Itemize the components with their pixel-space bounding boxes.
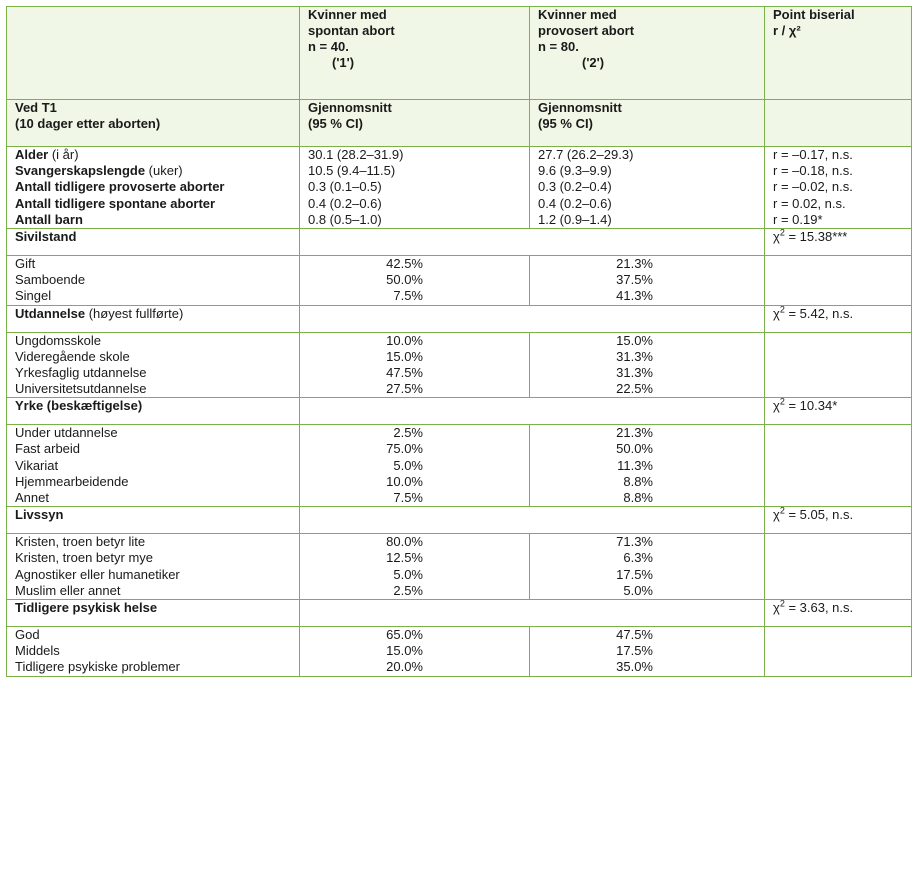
category-labels <box>7 255 300 305</box>
category-label: God <box>15 626 40 642</box>
subheader-empty-cell <box>765 100 912 147</box>
provosert-percent: 17.5% <box>616 566 653 582</box>
variable-name: Antall tidligere provoserte aborter <box>15 179 225 195</box>
provosert-percent: 37.5% <box>616 272 653 288</box>
category-spontan-values <box>300 626 530 676</box>
section-header-row <box>7 599 912 626</box>
provosert-percent: 41.3% <box>616 288 653 304</box>
category-label: Under utdannelse <box>15 425 118 441</box>
section-empty-cell <box>300 305 765 332</box>
point-biserial-value: r = –0.17, n.s. <box>773 147 853 162</box>
category-labels <box>7 534 300 600</box>
provosert-percent: 50.0% <box>616 441 653 457</box>
category-provosert-values <box>530 332 765 398</box>
spontan-percent: 2.5% <box>393 582 423 598</box>
spontan-percent: 15.0% <box>386 643 423 659</box>
category-empty-cell <box>765 534 912 600</box>
spontan-value: 0.3 (0.1–0.5) <box>308 179 382 195</box>
variable-label <box>15 163 291 179</box>
variable-unit: (uker) <box>145 163 183 179</box>
provosert-percent: 21.3% <box>616 425 653 441</box>
point-biserial-value: r = 0.02, n.s. <box>773 195 846 211</box>
category-empty-cell <box>765 255 912 305</box>
provosert-value: 0.3 (0.2–0.4) <box>538 179 612 195</box>
section-title <box>7 305 300 332</box>
section-empty-cell <box>300 507 765 534</box>
spontan-value: 0.8 (0.5–1.0) <box>308 211 382 227</box>
header-provosert: Kvinner med provosert abort n = 80. ('2') <box>530 7 765 100</box>
category-label: Videregående skole <box>15 348 130 364</box>
chi-symbol: χ <box>773 228 780 244</box>
section-title <box>7 398 300 425</box>
section-title-note: (høyest fullførte) <box>85 305 184 321</box>
section-chi-square <box>765 507 912 534</box>
category-label: Ungdomsskole <box>15 332 101 348</box>
category-labels <box>7 626 300 676</box>
section-title-text: Utdannelse <box>15 305 86 321</box>
provosert-value: 9.6 (9.3–9.9) <box>538 163 612 179</box>
category-provosert-values <box>530 534 765 600</box>
provosert-value: 0.4 (0.2–0.6) <box>538 195 612 211</box>
header-point-biserial: Point biserial r / χ² <box>765 7 912 100</box>
spontan-percent: 7.5% <box>393 490 423 505</box>
provosert-percent: 21.3% <box>616 255 653 271</box>
section-empty-cell <box>300 398 765 425</box>
category-spontan-values <box>300 534 530 600</box>
variable-label <box>15 147 291 163</box>
subheader-row <box>7 100 912 147</box>
provosert-value: 27.7 (26.2–29.3) <box>538 147 634 162</box>
chi-symbol: χ <box>773 305 780 321</box>
provosert-percent: 31.3% <box>616 348 653 364</box>
subheader-provosert: Gjennomsnitt (95 % CI) <box>530 100 765 147</box>
category-label: Agnostiker eller humanetiker <box>15 566 180 582</box>
variable-label <box>15 212 291 228</box>
chi-exponent: 2 <box>779 598 785 609</box>
spontan-percent: 20.0% <box>386 659 423 675</box>
spontan-percent: 50.0% <box>386 272 423 288</box>
section-title-text: Tidligere psykisk helse <box>15 599 158 615</box>
category-label: Kristen, troen betyr mye <box>15 550 153 566</box>
provosert-percent: 71.3% <box>616 534 653 550</box>
demographics-table <box>6 6 912 677</box>
chi-value: = 5.05, n.s. <box>784 507 854 523</box>
section-header-row <box>7 398 912 425</box>
category-label: Hjemmearbeidende <box>15 473 129 489</box>
section-empty-cell <box>300 228 765 255</box>
variable-name: Svangerskapslengde <box>15 163 146 179</box>
provosert-percent: 35.0% <box>616 659 653 675</box>
spontan-percent: 27.5% <box>386 381 423 397</box>
provosert-percent: 11.3% <box>617 457 653 473</box>
header-empty-cell <box>7 7 300 100</box>
category-label: Kristen, troen betyr lite <box>15 534 146 550</box>
spontan-percent: 47.5% <box>386 364 423 380</box>
provosert-percent: 8.8% <box>623 490 653 505</box>
section-title <box>7 599 300 626</box>
spontan-percent: 80.0% <box>386 534 423 550</box>
section-title-text: Yrke (beskæftigelse) <box>15 398 143 414</box>
point-biserial-value: r = –0.18, n.s. <box>773 163 853 179</box>
spontan-percent: 10.0% <box>386 473 423 489</box>
chi-exponent: 2 <box>779 304 785 315</box>
category-label: Annet <box>15 490 49 505</box>
section-title-text: Livssyn <box>15 507 64 523</box>
category-spontan-values <box>300 255 530 305</box>
chi-value: = 5.42, n.s. <box>784 305 854 321</box>
spontan-value: 0.4 (0.2–0.6) <box>308 195 382 211</box>
section-data-row <box>7 534 912 600</box>
provosert-percent: 8.8% <box>623 473 653 489</box>
provosert-percent: 15.0% <box>616 332 653 348</box>
section-title <box>7 228 300 255</box>
category-spontan-values <box>300 425 530 507</box>
spontan-percent: 15.0% <box>386 348 423 364</box>
provosert-percent: 31.3% <box>616 364 653 380</box>
continuous-labels <box>7 147 300 229</box>
variable-label <box>15 179 291 195</box>
spontan-percent: 65.0% <box>386 626 423 642</box>
section-title <box>7 507 300 534</box>
subheader-spontan: Gjennomsnitt (95 % CI) <box>300 100 530 147</box>
section-header-row <box>7 507 912 534</box>
section-empty-cell <box>300 599 765 626</box>
category-label: Singel <box>15 288 52 304</box>
category-labels <box>7 425 300 507</box>
chi-symbol: χ <box>773 398 780 414</box>
spontan-percent: 75.0% <box>386 441 423 457</box>
category-empty-cell <box>765 626 912 676</box>
category-label: Vikariat <box>15 457 59 473</box>
spontan-percent: 2.5% <box>393 425 423 441</box>
continuous-group <box>7 147 912 229</box>
category-empty-cell <box>765 332 912 398</box>
category-provosert-values <box>530 425 765 507</box>
chi-value: = 15.38*** <box>784 228 848 244</box>
category-label: Samboende <box>15 272 86 288</box>
chi-exponent: 2 <box>779 505 785 516</box>
variable-label <box>15 196 291 212</box>
provosert-value: 1.2 (0.9–1.4) <box>538 211 612 227</box>
spontan-percent: 7.5% <box>393 288 423 304</box>
chi-value: = 10.34* <box>784 398 838 414</box>
section-chi-square <box>765 305 912 332</box>
chi-value: = 3.63, n.s. <box>784 599 854 615</box>
section-chi-square <box>765 398 912 425</box>
header-row <box>7 7 912 100</box>
continuous-stats <box>765 147 912 229</box>
continuous-spontan-values <box>300 147 530 229</box>
variable-name: Antall barn <box>15 211 83 227</box>
spontan-percent: 5.0% <box>393 457 423 473</box>
spontan-value: 30.1 (28.2–31.9) <box>308 147 404 162</box>
variable-name: Alder <box>15 147 49 162</box>
category-provosert-values <box>530 626 765 676</box>
continuous-provosert-values <box>530 147 765 229</box>
subheader-label: Ved T1 (10 dager etter aborten) <box>7 100 300 147</box>
section-title-text: Sivilstand <box>15 228 77 244</box>
spontan-percent: 5.0% <box>393 566 423 582</box>
provosert-percent: 22.5% <box>616 381 653 397</box>
category-label: Tidligere psykiske problemer <box>15 659 180 675</box>
variable-unit: (i år) <box>48 147 79 162</box>
variable-name: Antall tidligere spontane aborter <box>15 195 216 211</box>
category-label: Yrkesfaglig utdannelse <box>15 364 147 380</box>
section-header-row <box>7 305 912 332</box>
category-spontan-values <box>300 332 530 398</box>
header-spontan: Kvinner med spontan abort n = 40. ('1') <box>300 7 530 100</box>
section-data-row <box>7 332 912 398</box>
provosert-percent: 17.5% <box>616 643 653 659</box>
category-labels <box>7 332 300 398</box>
section-data-row <box>7 425 912 507</box>
category-label: Universitetsutdannelse <box>15 381 147 397</box>
provosert-percent: 6.3% <box>623 550 653 566</box>
chi-exponent: 2 <box>779 396 785 407</box>
provosert-percent: 47.5% <box>616 626 653 642</box>
section-data-row <box>7 626 912 676</box>
category-label: Gift <box>15 255 36 271</box>
category-label: Middels <box>15 643 60 659</box>
category-provosert-values <box>530 255 765 305</box>
category-empty-cell <box>765 425 912 507</box>
section-header-row <box>7 228 912 255</box>
category-label: Fast arbeid <box>15 441 81 457</box>
section-chi-square <box>765 599 912 626</box>
spontan-percent: 12.5% <box>386 550 423 566</box>
point-biserial-value: r = –0.02, n.s. <box>773 179 853 195</box>
provosert-percent: 5.0% <box>623 582 653 598</box>
category-label: Muslim eller annet <box>15 582 121 598</box>
chi-symbol: χ <box>773 507 780 523</box>
chi-symbol: χ <box>773 599 780 615</box>
spontan-percent: 10.0% <box>386 332 423 348</box>
section-chi-square <box>765 228 912 255</box>
point-biserial-value: r = 0.19* <box>773 211 823 227</box>
spontan-percent: 42.5% <box>386 255 423 271</box>
section-data-row <box>7 255 912 305</box>
spontan-value: 10.5 (9.4–11.5) <box>308 163 396 179</box>
chi-exponent: 2 <box>779 227 785 238</box>
